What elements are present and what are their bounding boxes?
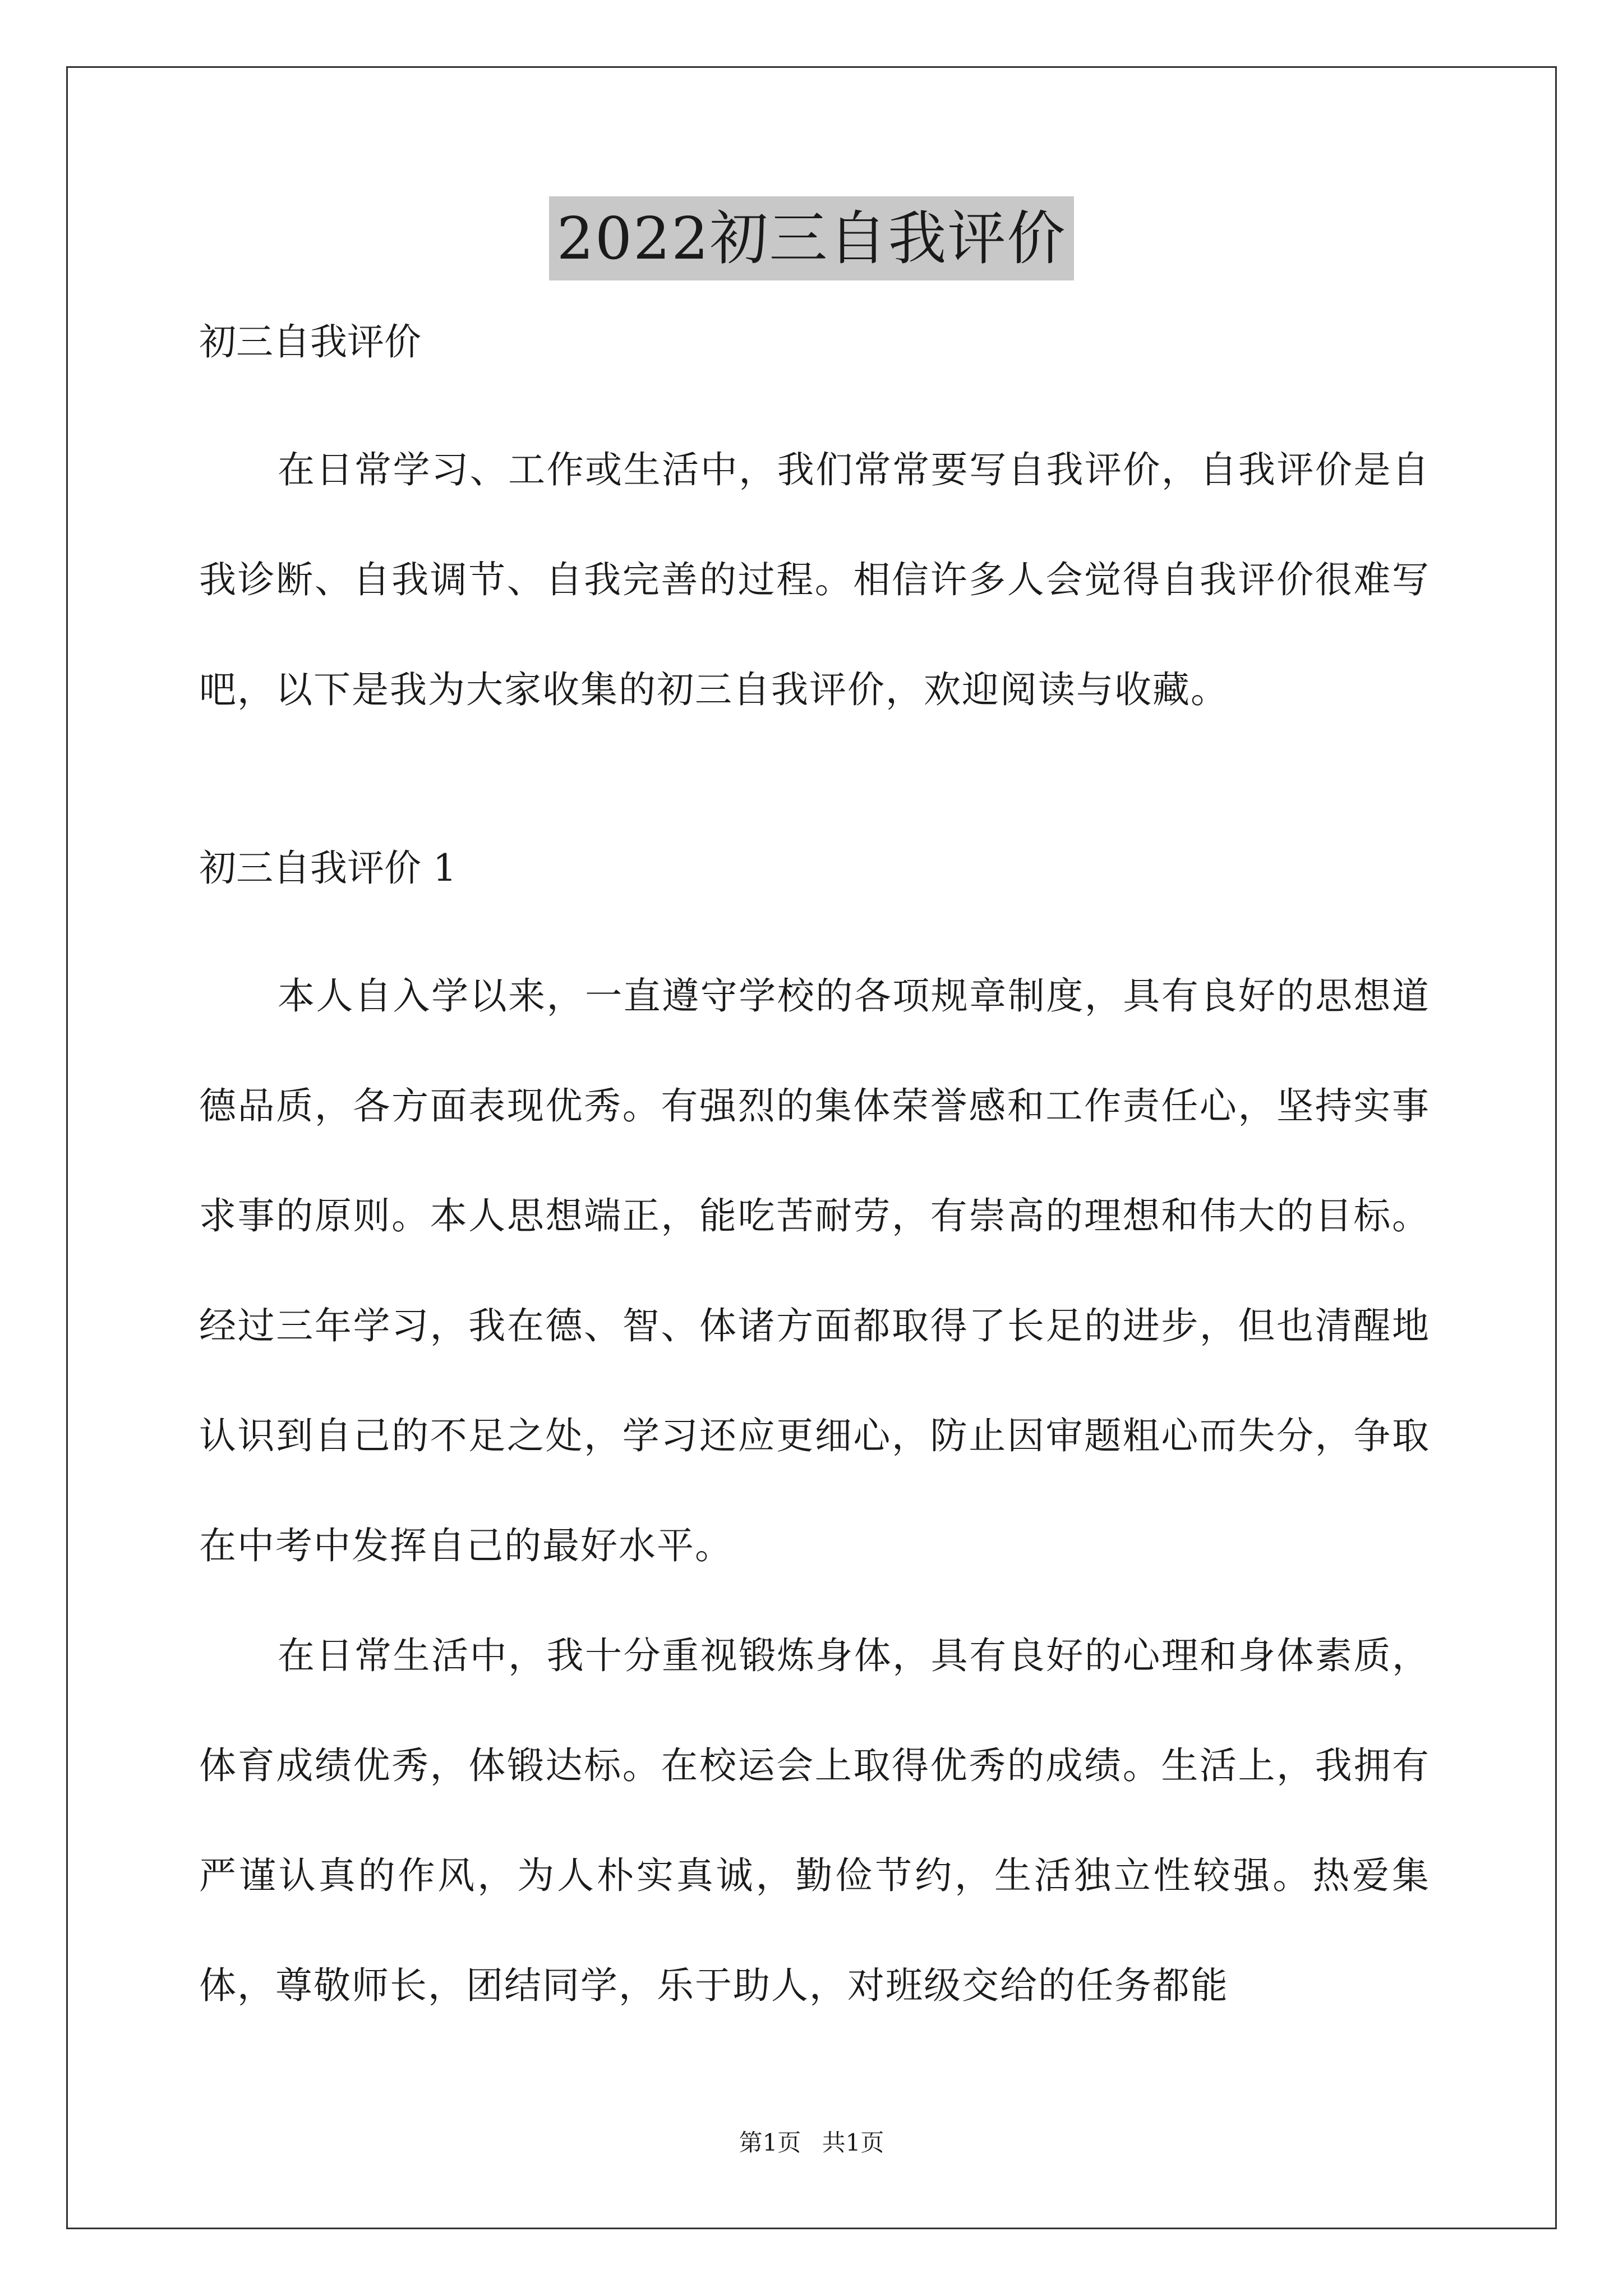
paragraph: 在日常学习、工作或生活中，我们常常要写自我评价，自我评价是自我诊断、自我调节、自我完善的过程。相信许多人会觉得自我评价很难写吧，以下是我为大家收集的初三自我评价，欢迎阅读与收藏。 bbox=[199, 448, 1430, 711]
section-heading: 初三自我评价 1 bbox=[199, 846, 457, 890]
section-heading: 初三自我评价 bbox=[199, 320, 421, 364]
document-title: 2022初三自我评价 bbox=[549, 196, 1075, 280]
paragraph: 在日常生活中，我十分重视锻炼身体，具有良好的心理和身体素质，体育成绩优秀，体锻达标。在校运会上取得优秀的成绩。生活上，我拥有严谨认真的作风，为人朴实真诚，勤俭节约，生活独立性较强。热爱集体，尊敬师长，团结同学，乐于助人，对班级交给的任务都能 bbox=[199, 1634, 1430, 2007]
paragraph: 本人自入学以来，一直遵守学校的各项规章制度，具有良好的思想道德品质，各方面表现优秀。有强烈的集体荣誉感和工作责任心，坚持实事求事的原则。本人思想端正，能吃苦耐劳，有崇高的理想和伟大的目标。经过三年学习，我在德、智、体诸方面都取得了长足的进步，但也清醒地认识到自己的不足之处，学习还应更细心，防止因审题粗心而失分，争取在中考中发挥自己的最好水平。 bbox=[199, 974, 1430, 1567]
page-footer bbox=[0, 2126, 1623, 2160]
document-body bbox=[199, 314, 1430, 2041]
title-container bbox=[0, 196, 1623, 280]
page-count: 共1页 bbox=[822, 2129, 884, 2156]
page-number: 第1页 bbox=[739, 2129, 801, 2156]
